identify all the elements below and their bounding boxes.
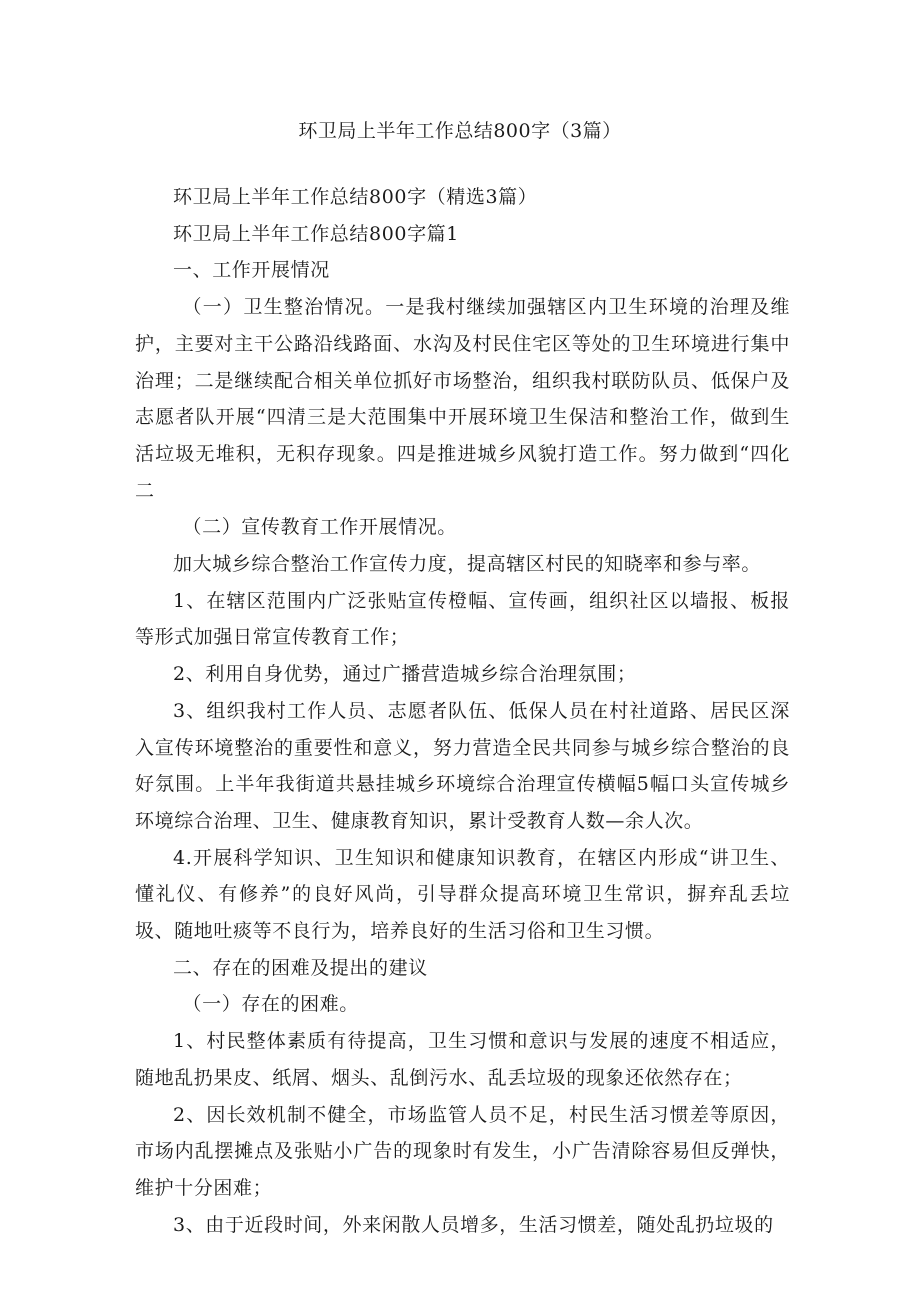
heading-existing-difficulties: （一）存在的困难。 [182,993,359,1016]
document-title: 环卫局上半年工作总结800字（3篇） [298,120,622,142]
list-item-4: 4.开展科学知识、卫生知识和健康知识教育，在辖区内形成“讲卫生、懂礼仪、有修养”的良好风尚，引导群众提高环境卫生常识，摒弃乱丢垃圾、随地吐痰等不良行为，培养良好的生活习俗和卫生习惯。 [135,846,790,943]
list-item-2: 2、利用自身优势，通过广播营造城乡综合治理氛围； [173,663,637,686]
heading-difficulties: 二、存在的困难及提出的建议 [173,956,428,979]
difficulty-item-3: 3、由于近段时间，外来闲散人员增多，生活习惯差，随处乱扔垃圾的 [173,1213,774,1236]
heading-publicity: （二）宣传教育工作开展情况。 [182,516,457,539]
document-body [135,179,790,1243]
paragraph-section-heading: 环卫局上半年工作总结800字篇1 [173,222,459,245]
heading-work-progress: 一、工作开展情况 [173,259,330,282]
paragraph-subtitle: 环卫局上半年工作总结800字（精选3篇） [173,186,538,208]
list-item-3: 3、组织我村工作人员、志愿者队伍、低保人员在村社道路、居民区深入宣传环境整治的重要性和意义，努力营造全民共同参与城乡综合整治的良好氛围。上半年我街道共悬挂城乡环境综合治理宣传横幅5幅口头宣传城乡环境综合治理、卫生、健康教育知识，累计受教育人数—余人次。 [135,699,790,832]
difficulty-item-1: 1、村民整体素质有待提高，卫生习惯和意识与发展的速度不相适应，随地乱扔果皮、纸屑、烟头、乱倒污水、乱丢垃圾的现象还依然存在； [135,1030,790,1089]
list-item-1: 1、在辖区范围内广泛张贴宣传橙幅、宣传画，组织社区以墙报、板报等形式加强日常宣传教育工作； [135,589,790,649]
paragraph-sanitation: （一）卫生整治情况。一是我村继续加强辖区内卫生环境的治理及维护，主要对主干公路沿线路面、水沟及村民住宅区等处的卫生环境进行集中治理；二是继续配合相关单位抓好市场整治，组织我村联防队员、低保户及志愿者队开展“四清三是大范围集中开展环境卫生保洁和整治工作，做到生活垃圾无堆积，无积存现象。四是推进城乡风貌打造工作。努力做到“四化二 [135,296,790,502]
paragraph-publicity-intro: 加大城乡综合整治工作宣传力度，提高辖区村民的知晓率和参与率。 [173,553,762,576]
difficulty-item-2: 2、因长效机制不健全，市场监管人员不足，村民生活习惯差等原因，市场内乱摆摊点及张贴小广告的现象时有发生，小广告清除容易但反弹快，维护十分困难； [135,1103,790,1199]
